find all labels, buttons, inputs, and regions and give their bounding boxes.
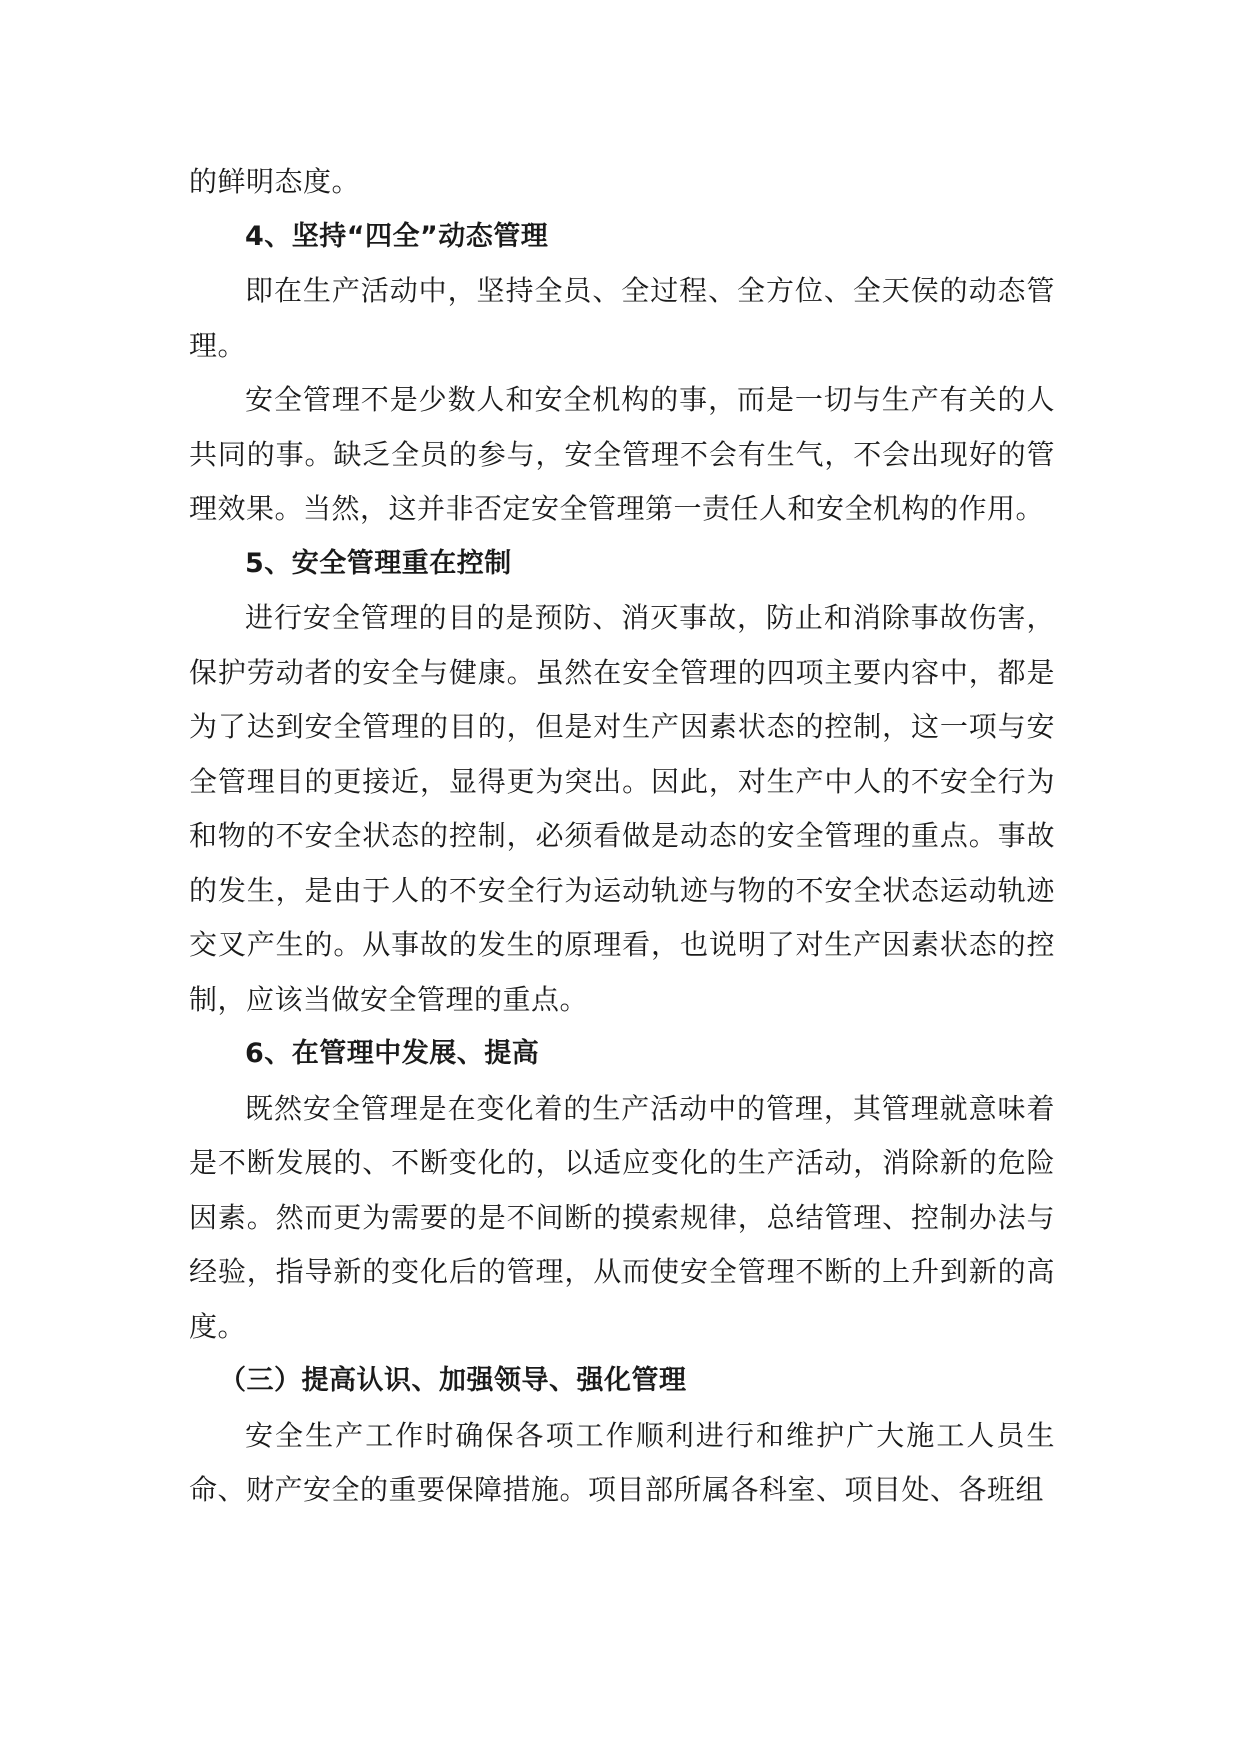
paragraph-all-staff-participation: 安全管理不是少数人和安全机构的事，而是一切与生产有关的人共同的事。缺乏全员的参与，安全管理不会有生气，不会出现好的管理效果。当然，这并非否定安全管理第一责任人和安全机构的作用。 — [189, 383, 1055, 525]
paragraph-continuous-development: 既然安全管理是在变化着的生产活动中的管理，其管理就意味着是不断发展的、不断变化的，以适应变化的生产活动，消除新的危险因素。然而更为需要的是不间断的摸索规律，总结管理、控制办法与经验，指导新的变化后的管理，从而使安全管理不断的上升到新的高度。 — [189, 1091, 1055, 1343]
document-body — [189, 155, 1055, 1518]
heading-develop-improve: 6、在管理中发展、提高 — [245, 1038, 540, 1069]
paragraph-safety-production: 安全生产工作时确保各项工作顺利进行和维护广大施工人员生命、财产安全的重要保障措施。项目部所属各科室、项目处、各班组 — [189, 1418, 1055, 1506]
paragraph-continuation: 的鲜明态度。 — [189, 165, 361, 198]
heading-four-comprehensive-management: 4、坚持“四全”动态管理 — [245, 220, 549, 252]
section-heading-raise-awareness: （三）提高认识、加强领导、强化管理 — [219, 1365, 687, 1396]
paragraph-control-purpose: 进行安全管理的目的是预防、消灭事故，防止和消除事故伤害，保护劳动者的安全与健康。虽然在安全管理的四项主要内容中，都是为了达到安全管理的目的，但是对生产因素状态的控制，这一项与安全管理目的更接近，显得更为突出。因此，对生产中人的不安全行为和物的不安全状态的控制，必须看做是动态的安全管理的重点。事故的发生，是由于人的不安全行为运动轨迹与物的不安全状态运动轨迹交叉产生的。从事故的发生的原理看，也说明了对生产因素状态的控制，应该当做安全管理的重点。 — [189, 601, 1055, 1016]
paragraph-dynamic-management: 即在生产活动中，坚持全员、全过程、全方位、全天侯的动态管理。 — [189, 274, 1055, 362]
heading-control-focus: 5、安全管理重在控制 — [245, 547, 512, 579]
